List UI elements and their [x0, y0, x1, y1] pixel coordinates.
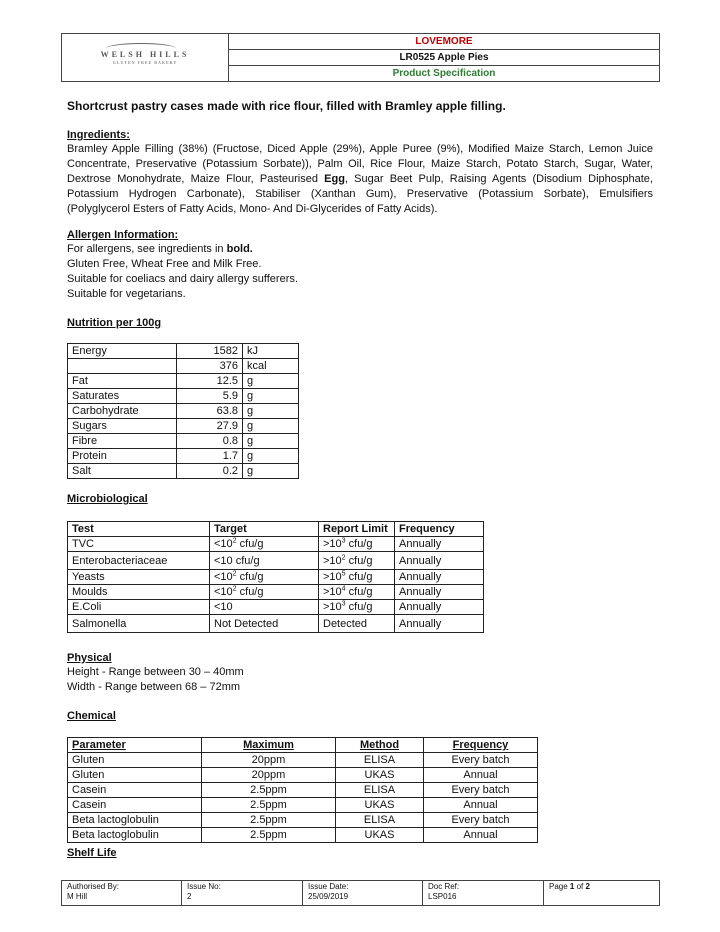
micro-frequency: Annually	[395, 600, 484, 615]
chemical-table	[67, 737, 538, 843]
product-name: LR0525 Apple Pies	[229, 50, 660, 66]
micro-target-base: <10 cfu/g	[214, 554, 260, 567]
nutrient-unit: g	[243, 374, 299, 389]
nutrition-table	[67, 343, 299, 479]
chem-frequency: Every batch	[424, 813, 538, 828]
nutrient-value: 5.9	[177, 389, 243, 404]
micro-report-limit-base: >10	[323, 554, 342, 567]
nutrient-unit: g	[243, 464, 299, 479]
chem-frequency: Every batch	[424, 783, 538, 798]
allergen-line-1-bold: bold.	[226, 243, 253, 255]
footer-doc-ref-value: LSP016	[428, 892, 457, 901]
footer-issue-date	[303, 881, 423, 906]
chem-maximum: 2.5ppm	[202, 798, 336, 813]
chem-maximum: 2.5ppm	[202, 783, 336, 798]
micro-report-limit-exponent: 5	[341, 570, 346, 578]
micro-target	[210, 585, 319, 600]
nutrient-name: Energy	[68, 344, 177, 359]
chem-method: UKAS	[336, 798, 424, 813]
physical-width: Width - Range between 68 – 72mm	[67, 681, 241, 693]
nutrient-name: Fat	[68, 374, 177, 389]
micro-report-limit-base: Detected	[323, 617, 368, 630]
nutrient-value: 63.8	[177, 404, 243, 419]
nutrient-unit: kcal	[243, 359, 299, 374]
chemical-row	[68, 828, 538, 843]
nutrient-unit: g	[243, 389, 299, 404]
document-footer	[61, 880, 660, 906]
micro-target-exponent: 2	[232, 537, 237, 545]
nutrition-row	[68, 389, 299, 404]
chem-maximum: 20ppm	[202, 753, 336, 768]
nutrient-unit: kJ	[243, 344, 299, 359]
micro-col-frequency: Frequency	[395, 522, 484, 537]
micro-target-base: <10	[214, 586, 233, 598]
nutrient-unit: g	[243, 449, 299, 464]
nutrient-name: Sugars	[68, 419, 177, 434]
chem-method: ELISA	[336, 813, 424, 828]
micro-frequency: Annually	[395, 585, 484, 600]
micro-target	[210, 570, 319, 585]
nutrition-row	[68, 434, 299, 449]
logo-text: WELSH HILLS	[100, 50, 190, 59]
micro-col-limit: Report Limit	[319, 522, 395, 537]
micro-report-limit-unit: cfu/g	[345, 601, 373, 613]
ingredients-heading: Ingredients:	[67, 129, 130, 141]
footer-issue-date-label: Issue Date:	[308, 882, 349, 891]
logo-cell	[62, 34, 229, 82]
footer-authorised-value: M Hill	[67, 892, 87, 901]
micro-test: Enterobacteriaceae	[68, 552, 210, 570]
nutrient-value: 0.2	[177, 464, 243, 479]
nutrient-value: 1.7	[177, 449, 243, 464]
ingredients-text	[67, 142, 653, 217]
chem-frequency: Annual	[424, 828, 538, 843]
ingredients-allergen: Egg	[324, 173, 345, 185]
chemical-row	[68, 813, 538, 828]
allergen-line-1	[67, 242, 253, 257]
micro-row	[68, 537, 484, 552]
micro-report-limit	[319, 537, 395, 552]
chem-parameter: Gluten	[68, 768, 202, 783]
micro-report-limit	[319, 615, 395, 633]
allergen-line-4: Suitable for vegetarians.	[67, 288, 186, 300]
chem-method: UKAS	[336, 828, 424, 843]
footer-page-total: 2	[585, 882, 590, 891]
document-type: Product Specification	[229, 66, 660, 82]
chem-parameter: Casein	[68, 798, 202, 813]
chem-col-frequency: Frequency	[424, 738, 538, 753]
micro-row	[68, 600, 484, 615]
micro-target-base: Not Detected	[214, 617, 279, 630]
nutrient-value: 1582	[177, 344, 243, 359]
micro-col-test: Test	[68, 522, 210, 537]
micro-row	[68, 585, 484, 600]
micro-report-limit	[319, 570, 395, 585]
micro-test: Moulds	[68, 585, 210, 600]
micro-target-exponent: 2	[232, 570, 237, 578]
micro-report-limit-exponent: 3	[341, 537, 346, 545]
company-name: LOVEMORE	[229, 34, 660, 50]
micro-target	[210, 615, 319, 633]
micro-report-limit-unit: cfu/g	[345, 538, 373, 550]
allergen-line-1-text: For allergens, see ingredients in	[67, 243, 227, 255]
micro-target	[210, 552, 319, 570]
chem-parameter: Casein	[68, 783, 202, 798]
ingredients-part-2: , Sugar Beet Pulp, Raising Agents (Disodium Diphosphate, Potassium Hydrogen Carbonate), Stabiliser (Xanthan Gum), Preservative (Potassium Sorbate), Emulsifiers (Polyglycerol Esters of Fatty Acids, Mono- And Di-Glycerides of Fatty Acids).	[67, 173, 653, 215]
nutrition-row	[68, 464, 299, 479]
chem-frequency: Every batch	[424, 753, 538, 768]
nutrient-name: Protein	[68, 449, 177, 464]
micro-target-base: <10	[214, 571, 233, 583]
micro-col-target: Target	[210, 522, 319, 537]
micro-table	[67, 521, 484, 633]
micro-frequency: Annually	[395, 570, 484, 585]
footer-issue-date-value: 25/09/2019	[308, 892, 349, 901]
nutrient-value: 0.8	[177, 434, 243, 449]
footer-authorised-label: Authorised By:	[67, 882, 120, 891]
nutrition-heading: Nutrition per 100g	[67, 317, 162, 329]
micro-report-limit-unit: cfu/g	[345, 571, 373, 583]
micro-test: Salmonella	[68, 615, 210, 633]
micro-report-limit-base: >10	[323, 571, 342, 583]
footer-issue-no-value: 2	[187, 892, 192, 901]
chem-parameter: Beta lactoglobulin	[68, 813, 202, 828]
micro-row	[68, 615, 484, 633]
ingredients-part-1: Bramley Apple Filling (38%) (Fructose, Diced Apple (29%), Apple Puree (9%), Modified Maize Starch, Lemon Juice Concentrate, Preservative (Potassium Sorbate)), Palm Oil, Rice Flour, Maize Starch, Potato Starch, Sugar, Water, Dextrose Monohydrate, Maize Flour, Pasteurised	[67, 143, 653, 185]
micro-target-base: <10	[214, 538, 233, 550]
nutrition-row	[68, 419, 299, 434]
micro-target-exponent: 2	[232, 585, 237, 593]
footer-authorised	[62, 881, 182, 906]
micro-report-limit	[319, 600, 395, 615]
chem-parameter: Gluten	[68, 753, 202, 768]
footer-doc-ref	[423, 881, 544, 906]
chem-maximum: 2.5ppm	[202, 813, 336, 828]
nutrient-unit: g	[243, 419, 299, 434]
micro-frequency: Annually	[395, 537, 484, 552]
footer-page-number: 1	[569, 882, 575, 891]
nutrient-name: Fibre	[68, 434, 177, 449]
micro-frequency: Annually	[395, 615, 484, 633]
physical-heading: Physical	[67, 652, 112, 664]
chemical-row	[68, 768, 538, 783]
logo-subtext: GLUTEN FREE BAKERY	[112, 60, 178, 65]
chem-frequency: Annual	[424, 768, 538, 783]
micro-heading: Microbiological	[67, 493, 148, 505]
nutrient-value: 12.5	[177, 374, 243, 389]
micro-test: E.Coli	[68, 600, 210, 615]
micro-report-limit-base: >10	[323, 538, 342, 550]
micro-test: TVC	[68, 537, 210, 552]
logo-hills-mark	[106, 43, 176, 54]
physical-height: Height - Range between 30 – 40mm	[67, 666, 244, 678]
nutrition-row	[68, 374, 299, 389]
micro-report-limit-base: >10	[323, 586, 342, 598]
allergen-heading: Allergen Information:	[67, 229, 179, 241]
allergen-line-2: Gluten Free, Wheat Free and Milk Free.	[67, 258, 262, 270]
nutrient-unit: g	[243, 434, 299, 449]
micro-report-limit	[319, 585, 395, 600]
micro-target-unit: cfu/g	[236, 538, 264, 550]
chem-frequency: Annual	[424, 798, 538, 813]
micro-report-limit-exponent: 4	[341, 585, 346, 593]
chemical-row	[68, 798, 538, 813]
micro-target	[210, 537, 319, 552]
micro-report-limit-base: >10	[323, 601, 342, 613]
chem-method: UKAS	[336, 768, 424, 783]
chemical-row	[68, 783, 538, 798]
nutrient-name: Carbohydrate	[68, 404, 177, 419]
micro-report-limit	[319, 552, 395, 570]
nutrient-name	[68, 359, 177, 374]
chem-maximum: 20ppm	[202, 768, 336, 783]
nutrient-name: Saturates	[68, 389, 177, 404]
micro-target-unit: cfu/g	[236, 571, 264, 583]
document-header	[61, 33, 660, 82]
chem-maximum: 2.5ppm	[202, 828, 336, 843]
chem-col-parameter: Parameter	[68, 738, 202, 753]
nutrition-row	[68, 449, 299, 464]
nutrition-row	[68, 359, 299, 374]
micro-target-unit: cfu/g	[236, 586, 264, 598]
allergen-line-3: Suitable for coeliacs and dairy allergy sufferers.	[67, 273, 298, 285]
micro-report-limit-unit: cfu/g	[345, 586, 373, 598]
chem-col-method: Method	[336, 738, 424, 753]
micro-row	[68, 570, 484, 585]
chem-method: ELISA	[336, 783, 424, 798]
nutrient-value: 27.9	[177, 419, 243, 434]
company-logo	[62, 50, 228, 65]
micro-report-limit-exponent: 2	[341, 553, 346, 561]
nutrition-row	[68, 404, 299, 419]
chemical-row	[68, 753, 538, 768]
micro-target-base: <10	[214, 601, 233, 613]
footer-issue-no	[182, 881, 303, 906]
footer-doc-ref-label: Doc Ref:	[428, 882, 460, 891]
footer-page	[544, 881, 660, 906]
micro-test: Yeasts	[68, 570, 210, 585]
micro-target	[210, 600, 319, 615]
product-description: Shortcrust pastry cases made with rice flour, filled with Bramley apple filling.	[67, 99, 506, 113]
nutrient-name: Salt	[68, 464, 177, 479]
footer-page-of: of	[574, 882, 586, 891]
shelf-life-heading: Shelf Life	[67, 847, 117, 859]
nutrient-unit: g	[243, 404, 299, 419]
chem-method: ELISA	[336, 753, 424, 768]
footer-page-prefix: Page	[549, 882, 570, 891]
micro-report-limit-unit: cfu/g	[345, 554, 373, 567]
nutrition-row	[68, 344, 299, 359]
nutrient-value: 376	[177, 359, 243, 374]
footer-issue-no-label: Issue No:	[187, 882, 221, 891]
micro-report-limit-exponent: 3	[341, 600, 346, 608]
chem-col-maximum: Maximum	[202, 738, 336, 753]
micro-row	[68, 552, 484, 570]
micro-frequency: Annually	[395, 552, 484, 570]
chem-parameter: Beta lactoglobulin	[68, 828, 202, 843]
chemical-heading: Chemical	[67, 710, 116, 722]
